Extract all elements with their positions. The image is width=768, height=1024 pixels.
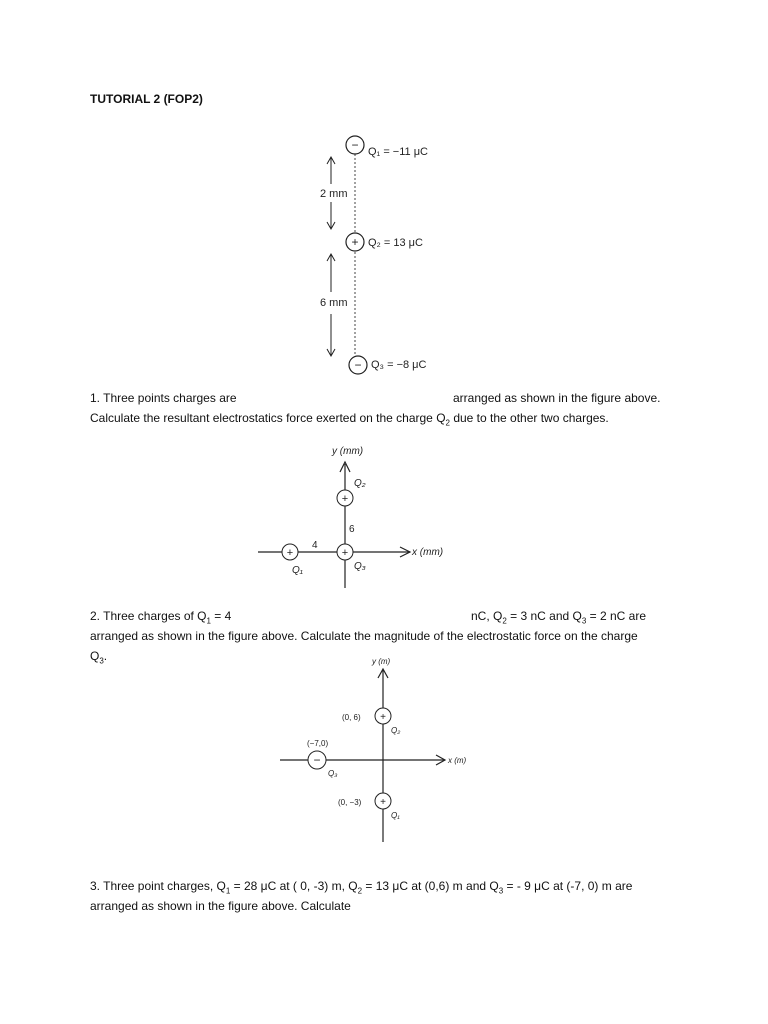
fig3-point-top: (0, 6) <box>342 713 361 722</box>
question-2-line-2: arranged as shown in the figure above. Calculate the magnitude of the electrostatic force on the charge <box>90 629 638 643</box>
fig2-charge-q2 <box>337 490 353 506</box>
fig3-charge-q2 <box>375 708 391 724</box>
svg-text:+: + <box>351 235 359 249</box>
fig2-y-axis-label: y (mm) <box>332 446 364 457</box>
svg-text:−: − <box>354 358 362 372</box>
question-3-line-2: arranged as shown in the figure above. Calculate <box>90 899 351 913</box>
svg-text:+: + <box>286 547 294 559</box>
q3-label: Q₃ = −8 μC <box>371 359 427 371</box>
svg-text:+: + <box>380 712 386 723</box>
svg-text:−: − <box>313 753 321 767</box>
question-1-start: 1. Three points charges are <box>90 391 237 405</box>
charge-q2 <box>346 233 364 251</box>
fig3-point-bottom: (0, −3) <box>338 798 362 807</box>
charge-q3 <box>349 356 367 374</box>
charge-q1 <box>346 136 364 154</box>
fig2-x-axis-label: x (mm) <box>412 547 444 558</box>
fig2-distance-x: 4 <box>312 540 318 551</box>
figure-3 <box>270 650 490 845</box>
fig3-charge-q1 <box>375 793 391 809</box>
fig3-point-left: (−7,0) <box>307 739 329 748</box>
fig3-q3-label: Q₃ <box>328 769 338 778</box>
svg-text:+: + <box>341 547 349 559</box>
fig3-y-axis-label: y (m) <box>372 657 391 666</box>
fig2-distance-y: 6 <box>349 524 355 535</box>
svg-text:−: − <box>351 138 359 152</box>
gap-label-2: 6 mm <box>320 297 348 309</box>
page-title: TUTORIAL 2 (FOP2) <box>90 92 203 106</box>
fig2-charge-q3 <box>337 544 353 560</box>
question-1-end: arranged as shown in the figure above. <box>453 391 661 405</box>
question-1-line-2: Calculate the resultant electrostatics force exerted on the charge $Q_2$ due to the other two charges. <box>90 411 609 428</box>
q1-label: Q₁ = −11 μC <box>368 146 428 158</box>
figure-2 <box>250 440 470 590</box>
fig2-q2-label: Q₂ <box>354 478 366 489</box>
fig3-q1-label: Q₁ <box>391 811 400 820</box>
gap-label-1: 2 mm <box>320 188 348 200</box>
question-2-start: 2. Three charges of $Q_1 = 4$ <box>90 609 232 626</box>
question-2-line-3: $Q_3$. <box>90 649 108 666</box>
fig3-x-axis-label: x (m) <box>448 756 467 765</box>
fig2-q1-label: Q₁ <box>292 565 303 576</box>
svg-text:+: + <box>341 493 349 505</box>
q2-label: Q₂ = 13 μC <box>368 237 423 249</box>
fig3-charge-q3 <box>308 751 326 769</box>
fig3-q2-label: Q₂ <box>391 726 401 735</box>
figure-1 <box>300 130 460 380</box>
fig2-charge-q1 <box>282 544 298 560</box>
fig2-q3-label: Q₃ <box>354 561 366 572</box>
question-3-line-1: 3. Three point charges, $Q_1 = 28$ μC at ( 0, -3) m, $Q_2 = 13$ μC at (0,6) m and $Q_3$ = - 9 μC at (-7, 0) m are <box>90 879 633 896</box>
question-2-values: nC, $Q_2 = 3$ nC and $Q_3 = 2$ nC are <box>471 609 646 626</box>
svg-text:+: + <box>380 797 386 808</box>
